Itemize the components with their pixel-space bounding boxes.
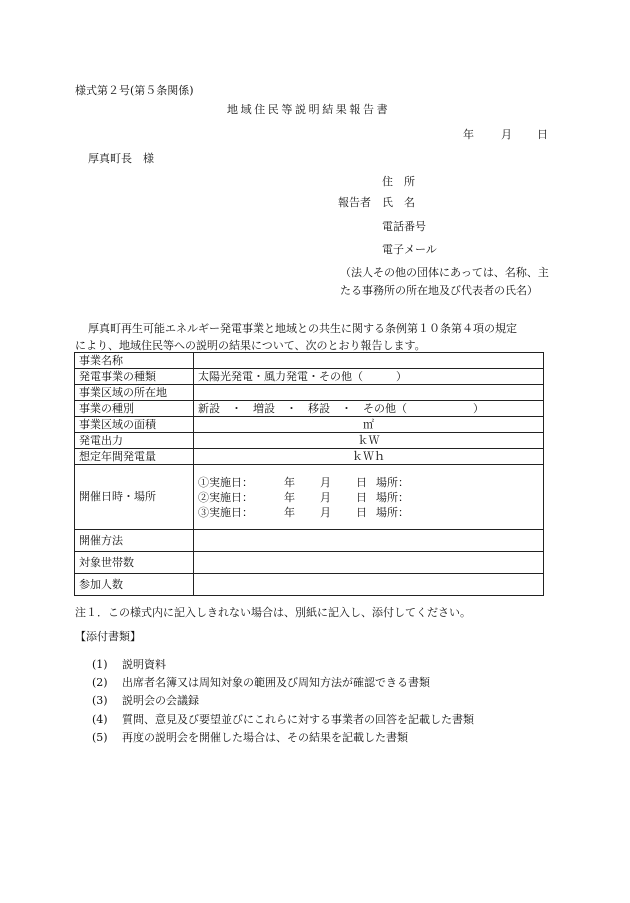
phone-label: 電話番号: [382, 220, 426, 233]
event-day: 日: [356, 490, 367, 504]
table-row: [75, 574, 544, 596]
row-value-generation-type[interactable]: 太陽光発電・風力発電・その他（ ）: [194, 369, 544, 385]
row-label-project-category: 事業の種別: [75, 401, 194, 417]
event-month: 月: [320, 505, 331, 519]
document-title: 地域住民等説明結果報告書: [227, 103, 391, 116]
table-row: [75, 465, 544, 530]
attachment-text: 説明資料: [122, 658, 166, 671]
table-row: [75, 433, 544, 449]
event-month: 月: [320, 490, 331, 504]
attachment-number: (5): [92, 731, 108, 744]
row-value-project-name[interactable]: [194, 353, 544, 369]
event-line-2: [198, 490, 539, 505]
row-value-location[interactable]: [194, 385, 544, 401]
attachment-number: (4): [92, 713, 108, 726]
reporter-label: 報告者: [338, 196, 371, 209]
row-label-households: 対象世帯数: [75, 552, 194, 574]
event-date-label: ①実施日：: [198, 475, 253, 489]
table-row: [75, 369, 544, 385]
row-value-project-category[interactable]: 新設 ・ 増設 ・ 移設 ・ その他（ ）: [194, 401, 544, 417]
table-row: [75, 417, 544, 433]
attachment-text: 出席者名簿又は周知対象の範囲及び周知方法が確認できる書類: [122, 676, 430, 689]
event-date-label: ②実施日：: [198, 490, 253, 504]
row-value-output[interactable]: ｋＷ: [194, 433, 544, 449]
form-id: 様式第２号(第５条関係): [75, 84, 194, 97]
row-value-participants[interactable]: [194, 574, 544, 596]
attachment-text: 質問、意見及び要望並びにこれらに対する事業者の回答を記載した書類: [122, 713, 474, 726]
report-table: [74, 352, 544, 596]
event-day: 日: [356, 505, 367, 519]
event-year: 年: [284, 475, 295, 489]
row-label-generation-type: 発電事業の種類: [75, 369, 194, 385]
row-value-annual-generation[interactable]: ｋＷｈ: [194, 449, 544, 465]
table-row: [75, 385, 544, 401]
event-line-1: [198, 475, 539, 490]
body-text-line2: により、地域住民等への説明の結果について、次のとおり報告します。: [75, 339, 426, 352]
row-label-method: 開催方法: [75, 530, 194, 552]
event-place: 場所：: [376, 505, 409, 519]
event-place: 場所：: [376, 475, 409, 489]
table-row: [75, 552, 544, 574]
attachment-text: 説明会の会議録: [122, 694, 199, 707]
note-1: 注１．この様式内に記入しきれない場合は、別紙に記入し、添付してください。: [75, 606, 471, 619]
event-place: 場所：: [376, 490, 409, 504]
event-date-label: ③実施日：: [198, 505, 253, 519]
corporate-note-line2: たる事務所の所在地及び代表者の氏名）: [340, 284, 538, 297]
row-label-event: 開催日時・場所: [75, 465, 194, 530]
date-day: 日: [537, 128, 548, 141]
table-row: [75, 401, 544, 417]
row-label-project-name: 事業名称: [75, 353, 194, 369]
row-value-method[interactable]: [194, 530, 544, 552]
table-row: [75, 449, 544, 465]
attachment-number: (3): [92, 694, 108, 707]
event-year: 年: [284, 490, 295, 504]
name-label: 氏 名: [382, 196, 415, 209]
row-value-households[interactable]: [194, 552, 544, 574]
row-label-annual-generation: 想定年間発電量: [75, 449, 194, 465]
attachments-heading: 【添付書類】: [75, 630, 141, 643]
body-text-line1: 厚真町再生可能エネルギー発電事業と地域との共生に関する条例第１０条第４項の規定: [88, 322, 517, 335]
table-row: [75, 530, 544, 552]
attachment-number: (2): [92, 676, 108, 689]
addressee: 厚真町長 様: [88, 152, 154, 165]
attachment-text: 再度の説明会を開催した場合は、その結果を記載した書類: [122, 731, 408, 744]
event-year: 年: [284, 505, 295, 519]
attachment-item: [92, 729, 408, 745]
email-label: 電子メール: [382, 243, 437, 256]
table-row: [75, 353, 544, 369]
attachment-number: (1): [92, 658, 108, 671]
date-line: [463, 126, 548, 142]
date-year: 年: [463, 128, 474, 141]
event-day: 日: [356, 475, 367, 489]
row-label-location: 事業区域の所在地: [75, 385, 194, 401]
attachment-item: [92, 656, 166, 672]
event-line-3: [198, 505, 539, 520]
attachment-item: [92, 674, 430, 690]
attachment-item: [92, 692, 199, 708]
attachment-item: [92, 711, 474, 727]
date-month: 月: [501, 128, 512, 141]
row-value-area[interactable]: ㎡: [194, 417, 544, 433]
corporate-note-line1: （法人その他の団体にあっては、名称、主: [340, 266, 549, 279]
event-month: 月: [320, 475, 331, 489]
row-value-events[interactable]: [194, 465, 544, 530]
row-label-area: 事業区域の面積: [75, 417, 194, 433]
address-label: 住 所: [382, 175, 415, 188]
row-label-participants: 参加人数: [75, 574, 194, 596]
row-label-output: 発電出力: [75, 433, 194, 449]
